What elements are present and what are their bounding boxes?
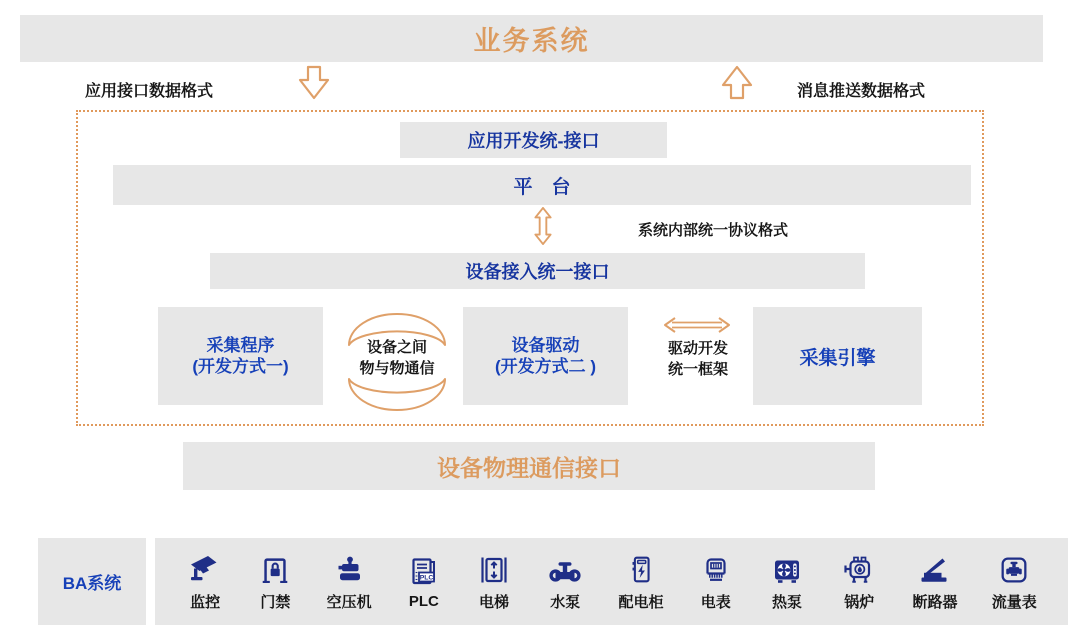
platform-bar [113, 165, 971, 205]
collector-program-box [158, 307, 323, 405]
device-flow-meter [992, 552, 1037, 612]
internal-protocol-label: 系统内部统一协议格式 [638, 222, 789, 239]
m2m-line2: 物与物通信 [359, 360, 435, 377]
device-water-pump [546, 552, 584, 612]
up-arrow-icon [720, 64, 754, 100]
physical-interface-bar [183, 442, 875, 490]
device-boiler [840, 552, 878, 612]
horizontal-double-arrow-icon [661, 315, 733, 335]
flow-meter-icon [997, 552, 1031, 588]
message-push-format-label: 消息推送数据格式 [797, 83, 926, 100]
app-interface-format-label: 应用接口数据格式 [85, 83, 214, 100]
collect-engine-box [753, 307, 922, 405]
boiler-icon [840, 552, 878, 588]
device-label: 水泵 [550, 593, 581, 611]
device-label: 空压机 [326, 593, 372, 611]
device-label: 热泵 [772, 593, 803, 611]
device-label: 流量表 [991, 593, 1037, 611]
device-label: 配电柜 [618, 593, 664, 611]
driver-framework-text [655, 338, 741, 380]
device-label: 门禁 [260, 593, 291, 611]
device-cctv [186, 552, 224, 612]
heat-pump-icon [768, 552, 806, 588]
business-system-bar [20, 15, 1043, 62]
electric-meter-icon [698, 552, 734, 588]
device-elevator [476, 552, 512, 612]
door-lock-icon [258, 552, 292, 588]
power-cabinet-icon [624, 552, 658, 588]
down-arrow-icon [297, 65, 331, 101]
driver-line2: (开发方式二 ) [494, 357, 597, 376]
device-door-access [258, 552, 292, 612]
device-label: 监控 [190, 593, 221, 611]
plc-icon-text: PLC [419, 574, 434, 581]
platform-label: 平 台 [513, 176, 571, 198]
device-electric-meter [698, 552, 734, 612]
cctv-icon [186, 552, 224, 588]
elevator-icon [476, 552, 512, 588]
circuit-breaker-icon [916, 552, 954, 588]
device-access-label: 设备接入统一接口 [465, 262, 610, 282]
collect-engine-label: 采集引擎 [799, 347, 876, 369]
devices-strip [155, 538, 1068, 625]
plc-icon [406, 554, 442, 590]
app-dev-interface-bar [400, 122, 667, 158]
water-pump-icon [546, 552, 584, 588]
device-label: PLC [408, 592, 439, 610]
driver-line1: 设备驱动 [511, 336, 580, 355]
device-access-bar [210, 253, 865, 289]
collector-line1: 采集程序 [206, 336, 275, 355]
framework-line2: 统一框架 [667, 361, 728, 378]
device-label: 电表 [700, 593, 731, 611]
framework-line1: 驱动开发 [667, 340, 728, 357]
device-label: 电梯 [479, 593, 510, 611]
physical-interface-label: 设备物理通信接口 [437, 454, 621, 481]
business-system-title: 业务系统 [473, 26, 590, 56]
device-label: 断路器 [912, 593, 958, 611]
device-power-cabinet [619, 552, 664, 612]
device-compressor [327, 552, 372, 612]
device-driver-box [463, 307, 628, 405]
m2m-text [340, 337, 454, 379]
m2m-line1: 设备之间 [366, 339, 427, 356]
up-down-arrow-icon [529, 207, 557, 245]
device-circuit-breaker [912, 552, 957, 612]
collector-line2: (开发方式一) [192, 357, 289, 376]
compressor-icon [331, 552, 367, 588]
device-plc [406, 554, 442, 610]
app-dev-interface-label: 应用开发统-接口 [467, 131, 600, 151]
device-label: 锅炉 [844, 593, 875, 611]
device-heat-pump [768, 552, 806, 612]
ba-system-box [38, 538, 146, 625]
ba-system-label: BA系统 [62, 574, 122, 593]
